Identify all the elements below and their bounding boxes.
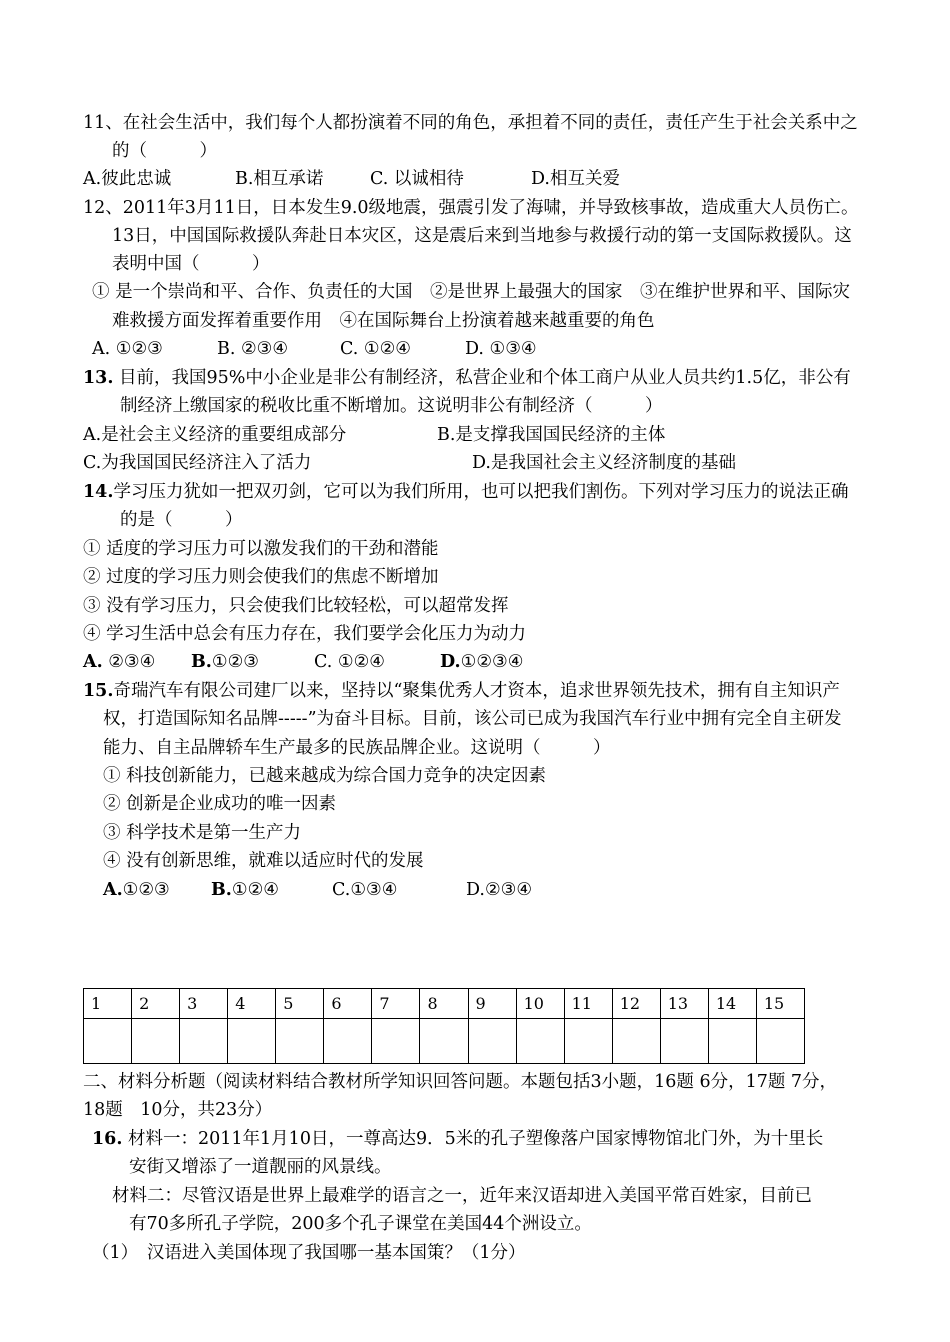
answer-table-answer-row xyxy=(84,1019,805,1064)
q13-number: 13. xyxy=(83,368,114,388)
answer-table xyxy=(83,988,805,1064)
q14-stem-text: 学习压力犹如一把双刃剑，它可以为我们所用，也可以把我们割伤。下列对学习压力的说法正确 xyxy=(113,482,849,502)
answer-table-header-row xyxy=(84,989,805,1019)
q13-option-b: B.是支撑我国国民经济的主体 xyxy=(437,425,666,445)
q13-option-c: C.为我国国民经济注入了活力 xyxy=(83,453,312,473)
q14-item-4: ④ 学习生活中总会有压力存在，我们要学会化压力为动力 xyxy=(83,624,527,644)
q14-option-b-label: B. xyxy=(191,652,212,672)
q15-option-a-label: A. xyxy=(103,880,123,900)
q15-item-3: ③ 科学技术是第一生产力 xyxy=(103,823,302,843)
q16-material1-text: 材料一：2011年1月10日，一尊高达9．5米的孔子塑像落户国家博物馆北门外，为十里长 xyxy=(122,1129,824,1149)
q16-material2-line2: 有70多所孔子学院，200多个孔子课堂在美国44个洲设立。 xyxy=(129,1214,592,1234)
q13-option-a: A.是社会主义经济的重要组成部分 xyxy=(83,425,347,445)
answer-cell[interactable] xyxy=(612,1019,660,1064)
answer-table-header-cell: 12 xyxy=(612,989,660,1019)
q11-option-b: B.相互承诺 xyxy=(235,169,324,189)
section2-heading-line1: 二、材料分析题（阅读材料结合教材所学知识回答问题。本题包括3小题，16题 6分，17题 7分， xyxy=(83,1072,838,1092)
q16-material2-line1: 材料二：尽管汉语是世界上最难学的语言之一，近年来汉语却进入美国平常百姓家，目前已 xyxy=(112,1186,812,1206)
q16-material1-line2: 安街又增添了一道靓丽的风景线。 xyxy=(129,1157,392,1177)
q15-number: 15. xyxy=(83,681,114,701)
q14-option-d xyxy=(440,651,523,673)
answer-cell[interactable] xyxy=(756,1019,804,1064)
q12-option-c: C. ①②④ xyxy=(340,339,411,359)
q15-option-a-value: ①②③ xyxy=(122,880,170,900)
answer-table-header-cell: 10 xyxy=(516,989,564,1019)
q15-option-b-label: B. xyxy=(211,880,232,900)
q15-item-2: ② 创新是企业成功的唯一因素 xyxy=(103,794,337,814)
answer-table-header-cell: 14 xyxy=(708,989,756,1019)
q15-option-a xyxy=(103,879,170,901)
q14-option-a xyxy=(83,651,155,673)
q15-item-1: ① 科技创新能力，已越来越成为综合国力竞争的决定因素 xyxy=(103,766,547,786)
q15-stem-line1 xyxy=(83,680,840,702)
answer-table-header-cell: 5 xyxy=(276,989,324,1019)
q14-item-1: ① 适度的学习压力可以激发我们的干劲和潜能 xyxy=(83,539,439,559)
answer-table-header-cell: 2 xyxy=(132,989,180,1019)
q12-option-a: A. ①②③ xyxy=(92,339,163,359)
q12-item-line2: 难救援方面发挥着重要作用 ④在国际舞台上扮演着越来越重要的角色 xyxy=(112,311,655,331)
answer-cell[interactable] xyxy=(324,1019,372,1064)
answer-table-header-cell: 9 xyxy=(468,989,516,1019)
q14-option-b-value: ①②③ xyxy=(211,652,259,672)
answer-cell[interactable] xyxy=(180,1019,228,1064)
answer-table-header-cell: 15 xyxy=(756,989,804,1019)
q11-stem-line1: 11、在社会生活中，我们每个人都扮演着不同的角色，承担着不同的责任，责任产生于社会关系中之 xyxy=(83,113,858,133)
q14-item-2: ② 过度的学习压力则会使我们的焦虑不断增加 xyxy=(83,567,439,587)
q16-number: 16. xyxy=(92,1129,123,1149)
answer-table-header-cell: 11 xyxy=(564,989,612,1019)
q11-option-d: D.相互关爱 xyxy=(531,169,620,189)
q14-stem-line1 xyxy=(83,481,848,503)
q11-option-a: A.彼此忠诚 xyxy=(83,169,172,189)
answer-cell[interactable] xyxy=(228,1019,276,1064)
answer-cell[interactable] xyxy=(132,1019,180,1064)
section2-heading-line2: 18题 10分，共23分） xyxy=(83,1100,273,1120)
q15-stem-line2: 权，打造国际知名品牌-----”为奋斗目标。目前，该公司已成为我国汽车行业中拥有完全自主研发 xyxy=(103,709,842,729)
answer-cell[interactable] xyxy=(564,1019,612,1064)
answer-table-header-cell: 8 xyxy=(420,989,468,1019)
q12-stem-line3: 表明中国（ ） xyxy=(112,254,270,274)
q12-item-line1: ① 是一个崇尚和平、合作、负责任的大国 ②是世界上最强大的国家 ③在维护世界和平、国际灾 xyxy=(92,282,851,302)
q14-option-b xyxy=(191,651,259,673)
q14-stem-line2: 的是（ ） xyxy=(120,510,243,530)
q15-option-b-value: ①②④ xyxy=(231,880,279,900)
q15-item-4: ④ 没有创新思维，就难以适应时代的发展 xyxy=(103,851,424,871)
q13-stem-line2: 制经济上缴国家的税收比重不断增加。这说明非公有制经济（ ） xyxy=(120,396,663,416)
answer-table-header-cell: 1 xyxy=(84,989,132,1019)
q15-option-b xyxy=(211,879,279,901)
q15-option-d: D.②③④ xyxy=(466,880,533,900)
answer-cell[interactable] xyxy=(708,1019,756,1064)
answer-table-header-cell: 4 xyxy=(228,989,276,1019)
q13-option-d: D.是我国社会主义经济制度的基础 xyxy=(472,453,736,473)
q12-stem-line1: 12、2011年3月11日，日本发生9.0级地震，强震引发了海啸，并导致核事故，造成重大人员伤亡。 xyxy=(83,198,859,218)
q14-option-d-label: D. xyxy=(440,652,461,672)
q14-option-c: C. ①②④ xyxy=(314,652,385,672)
q13-stem-line1 xyxy=(83,367,851,389)
q12-option-b: B. ②③④ xyxy=(217,339,289,359)
q14-option-a-value: ②③④ xyxy=(102,652,156,672)
q13-stem-text: 目前，我国95%中小企业是非公有制经济，私营企业和个体工商户从业人员共约1.5亿，非公有 xyxy=(113,368,851,388)
answer-cell[interactable] xyxy=(84,1019,132,1064)
answer-cell[interactable] xyxy=(276,1019,324,1064)
answer-cell[interactable] xyxy=(372,1019,420,1064)
q15-option-c: C.①③④ xyxy=(332,880,398,900)
q14-option-d-value: ①②③④ xyxy=(460,652,524,672)
q11-option-c: C. 以诚相待 xyxy=(370,169,464,189)
q15-stem-line3: 能力、自主品牌轿车生产最多的民族品牌企业。这说明（ ） xyxy=(103,738,611,758)
answer-table-header-cell: 13 xyxy=(660,989,708,1019)
answer-table-header-cell: 3 xyxy=(180,989,228,1019)
answer-cell[interactable] xyxy=(660,1019,708,1064)
answer-table-header-cell: 6 xyxy=(324,989,372,1019)
q11-stem-line2: 的（ ） xyxy=(112,141,217,161)
answer-table-header-cell: 7 xyxy=(372,989,420,1019)
q15-stem-text: 奇瑞汽车有限公司建厂以来，坚持以“聚集优秀人才资本，追求世界领先技术，拥有自主知识产 xyxy=(113,681,840,701)
q14-option-a-label: A. xyxy=(83,652,103,672)
q12-option-d: D. ①③④ xyxy=(465,339,537,359)
q14-number: 14. xyxy=(83,482,114,502)
q16-subquestion-1: （1） 汉语进入美国体现了我国哪一基本国策？（1分） xyxy=(92,1243,526,1263)
answer-cell[interactable] xyxy=(516,1019,564,1064)
answer-cell[interactable] xyxy=(420,1019,468,1064)
answer-cell[interactable] xyxy=(468,1019,516,1064)
q14-item-3: ③ 没有学习压力，只会使我们比较轻松，可以超常发挥 xyxy=(83,596,509,616)
q12-stem-line2: 13日，中国国际救援队奔赴日本灾区，这是震后来到当地参与救援行动的第一支国际救援队。这 xyxy=(112,226,852,246)
q16-material1-line1 xyxy=(92,1128,823,1150)
